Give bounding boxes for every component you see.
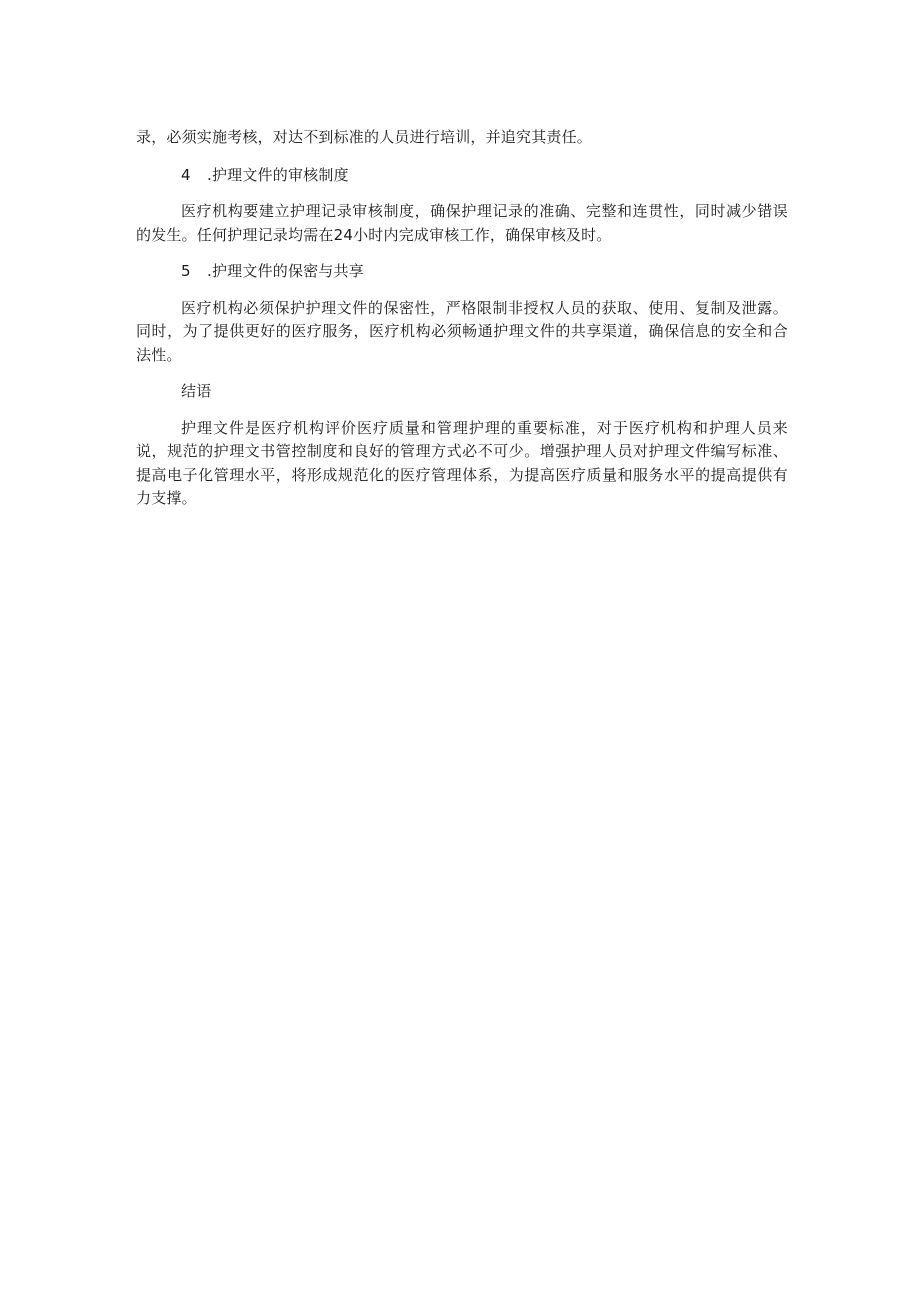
continuation-paragraph: 录，必须实施考核，对达不到标准的人员进行培训，并追究其责任。 [136,128,593,146]
section-number: 5 [181,262,191,280]
section-number: 4 [181,165,191,184]
section-title: .护理文件的审核制度 [207,165,349,184]
conclusion-paragraph: 护理文件是医疗机构评价医疗质量和管理护理的重要标准，对于医疗机构和护理人员来说，规范的护理文书管控制度和良好的管理方式必不可少。增强护理人员对护理文件编写标准、提高电子化管理水平，将形成规范化的医疗管理体系，为提高医疗质量和服务水平的提高提供有力支撑。 [136,418,788,507]
section-paragraph-4: 医疗机构要建立护理记录审核制度，确保护理记录的准确、完整和连贯性，同时减少错误的发生。任何护理记录均需在24小时内完成审核工作，确保审核及时。 [136,202,788,244]
section-paragraph-5: 医疗机构必须保护护理文件的保密性，严格限制非授权人员的获取、使用、复制及泄露。同时，为了提供更好的医疗服务，医疗机构必须畅通护理文件的共享渠道，确保信息的安全和合法性。 [136,298,788,364]
section-heading-4 [136,164,788,188]
document-body [136,126,788,511]
section-heading-5 [136,260,788,284]
conclusion-heading: 结语 [181,382,212,400]
section-title: .护理文件的保密与共享 [207,262,364,280]
